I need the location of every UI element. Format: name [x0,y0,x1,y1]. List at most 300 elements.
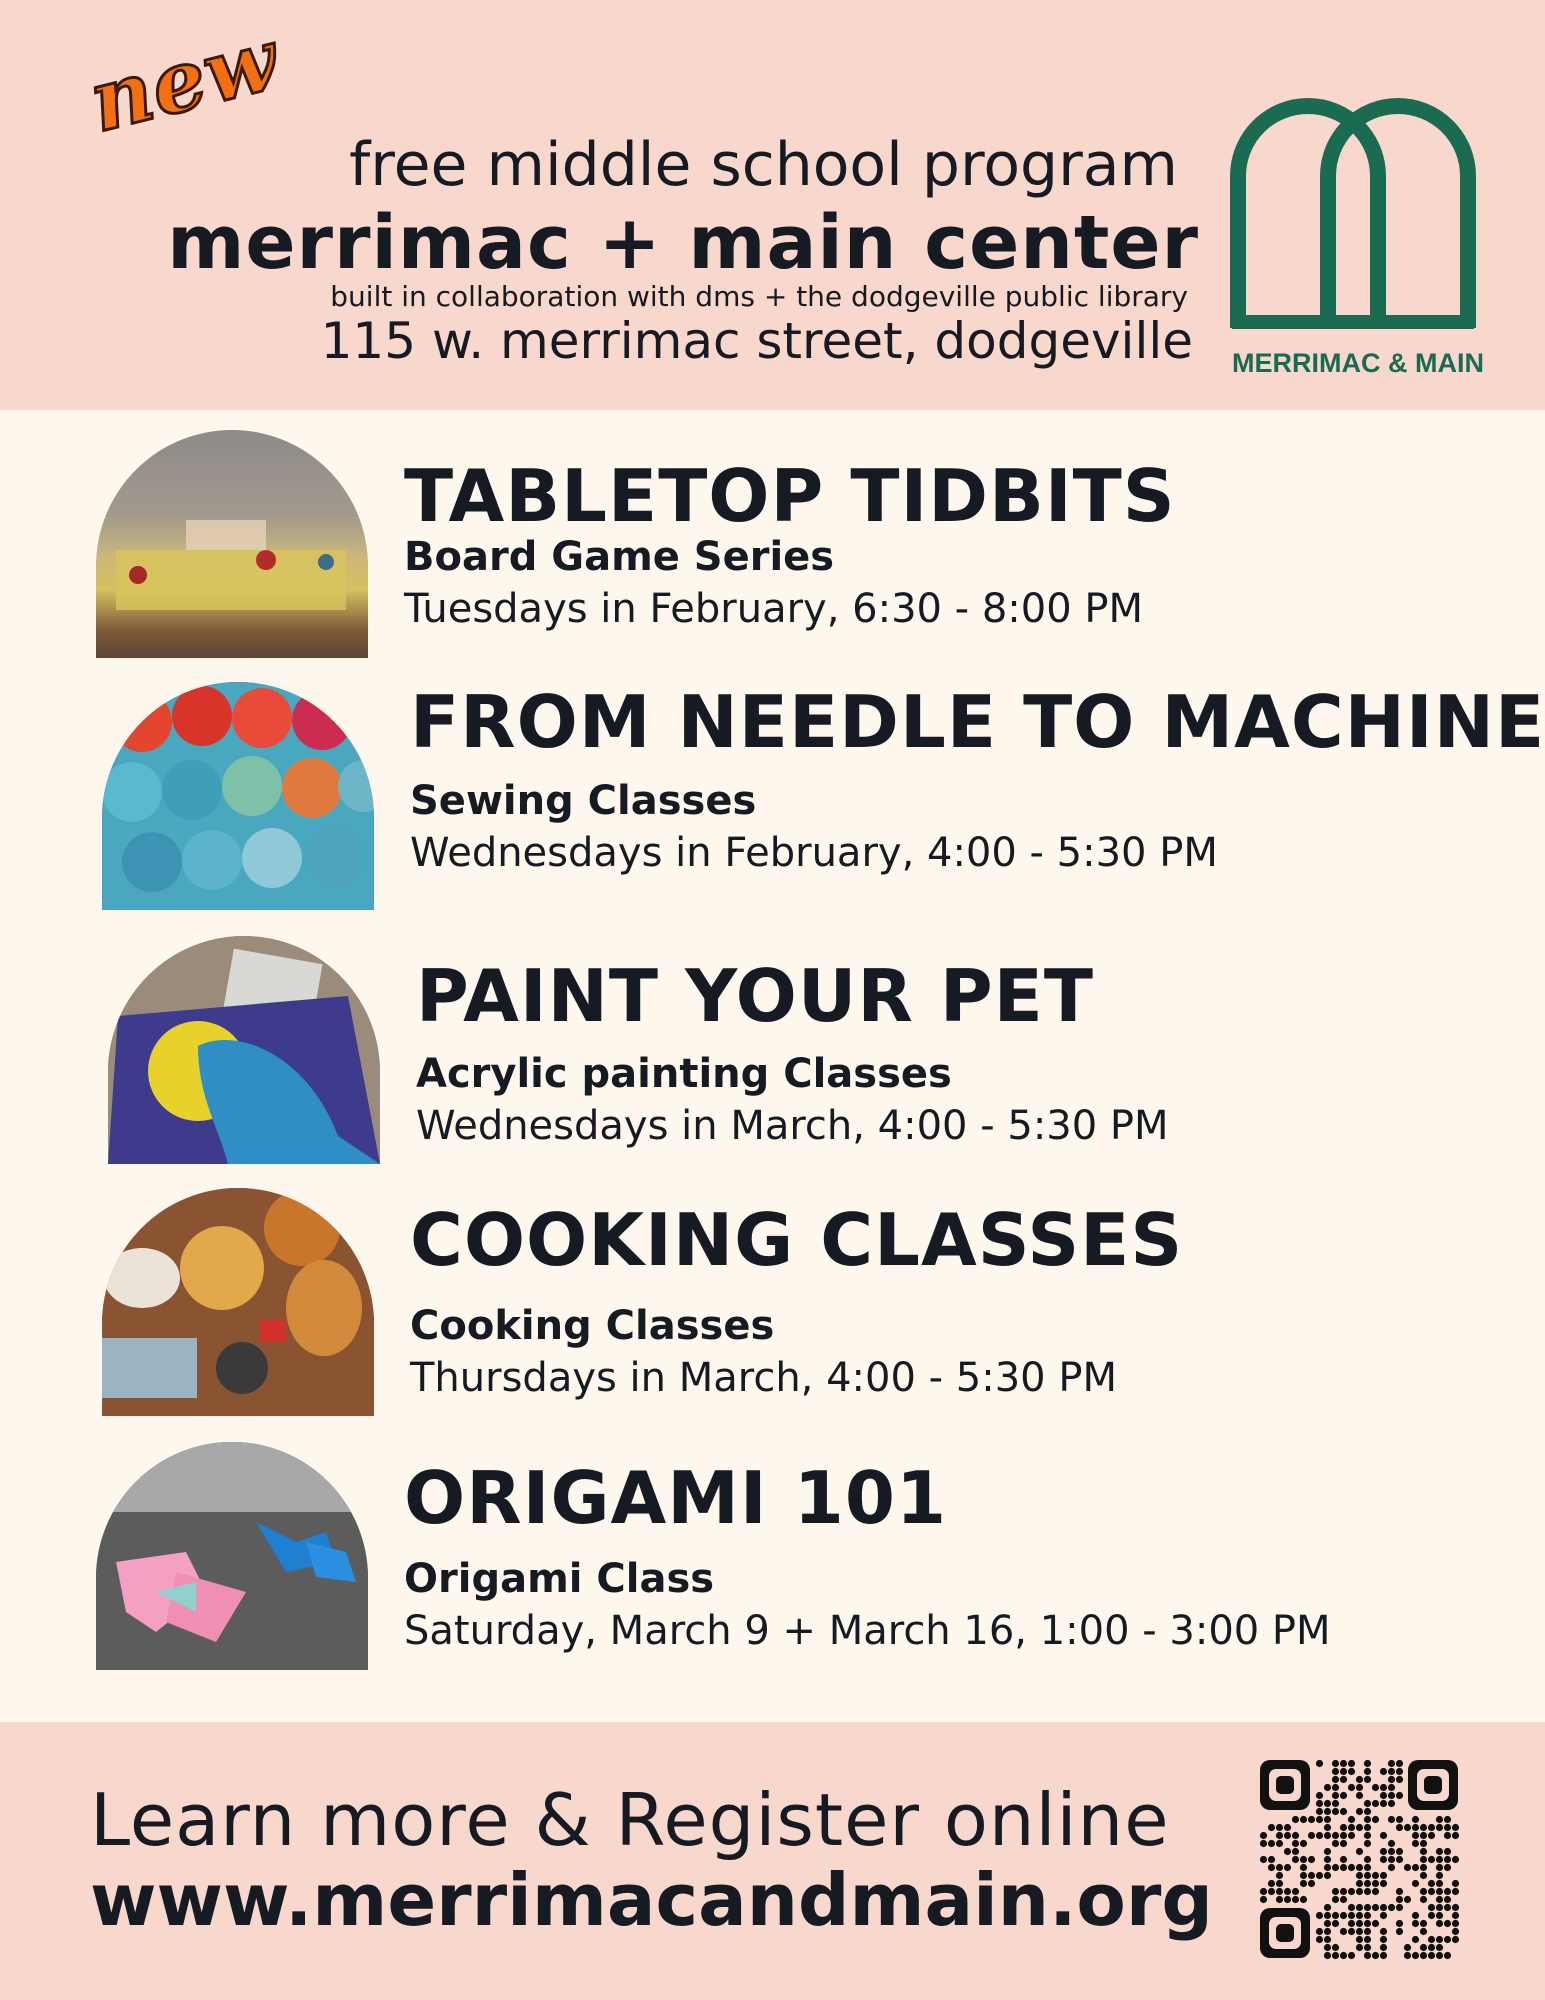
qr-module [1268,1840,1275,1847]
qr-module [1436,1848,1443,1855]
qr-module [1340,1912,1347,1919]
qr-module [1356,1888,1363,1895]
qr-module [1388,1760,1395,1767]
qr-module [1444,1864,1451,1871]
qr-module [1292,1888,1299,1895]
qr-module [1324,1856,1331,1863]
qr-module [1260,1832,1267,1839]
qr-module [1300,1840,1307,1847]
qr-module [1356,1792,1363,1799]
event-title: TABLETOP TIDBITS [404,454,1176,538]
qr-module [1364,1760,1371,1767]
qr-module [1348,1904,1355,1911]
qr-module [1300,1816,1307,1823]
qr-module [1364,1864,1371,1871]
qr-module [1324,1784,1331,1791]
qr-module [1452,1928,1459,1935]
qr-module [1260,1896,1267,1903]
qr-module [1372,1880,1379,1887]
qr-module [1276,1872,1283,1879]
qr-module [1292,1816,1299,1823]
qr-module [1268,1864,1275,1871]
qr-module [1356,1864,1363,1871]
qr-module [1308,1872,1315,1879]
qr-module [1364,1832,1371,1839]
qr-module [1300,1864,1307,1871]
event-schedule: Wednesdays in February, 4:00 - 5:30 PM [410,830,1218,876]
event-schedule: Thursdays in March, 4:00 - 5:30 PM [410,1355,1117,1401]
qr-module [1356,1936,1363,1943]
website-link[interactable]: www.merrimacandmain.org [90,1858,1213,1942]
qr-module [1396,1792,1403,1799]
qr-module [1412,1920,1419,1927]
qr-module [1380,1912,1387,1919]
qr-module [1332,1768,1339,1775]
program-subtitle: free middle school program [349,130,1178,200]
qr-module [1308,1816,1315,1823]
qr-module [1340,1808,1347,1815]
qr-module [1324,1928,1331,1935]
qr-module [1340,1896,1347,1903]
qr-module [1364,1824,1371,1831]
event-title: PAINT YOUR PET [416,954,1094,1038]
qr-module [1348,1824,1355,1831]
qr-module [1388,1864,1395,1871]
new-label: new [80,9,289,151]
qr-module [1324,1800,1331,1807]
qr-module [1300,1872,1307,1879]
event-title: FROM NEEDLE TO MACHINE [410,680,1545,764]
qr-module [1420,1944,1427,1951]
qr-module [1396,1904,1403,1911]
qr-module [1380,1936,1387,1943]
qr-module [1420,1952,1427,1959]
qr-module [1268,1888,1275,1895]
origami-photo [96,1442,368,1670]
qr-module [1364,1776,1371,1783]
qr-module [1284,1864,1291,1871]
qr-module [1356,1920,1363,1927]
event-schedule: Wednesdays in March, 4:00 - 5:30 PM [416,1103,1169,1149]
qr-module [1332,1832,1339,1839]
qr-module [1420,1888,1427,1895]
qr-module [1284,1888,1291,1895]
qr-module [1428,1880,1435,1887]
qr-module [1340,1840,1347,1847]
qr-module [1292,1848,1299,1855]
qr-module [1332,1944,1339,1951]
qr-module [1396,1920,1403,1927]
qr-module [1428,1856,1435,1863]
qr-module [1428,1936,1435,1943]
qr-module [1396,1776,1403,1783]
qr-module [1404,1824,1411,1831]
qr-module [1324,1952,1331,1959]
qr-module [1404,1944,1411,1951]
qr-module [1364,1840,1371,1847]
qr-module [1332,1800,1339,1807]
qr-module [1356,1848,1363,1855]
qr-module [1444,1856,1451,1863]
qr-module [1412,1936,1419,1943]
qr-module [1332,1808,1339,1815]
qr-module [1324,1872,1331,1879]
qr-module [1356,1944,1363,1951]
qr-module [1348,1952,1355,1959]
qr-module [1444,1904,1451,1911]
qr-module [1396,1848,1403,1855]
qr-module [1348,1928,1355,1935]
qr-module [1364,1872,1371,1879]
address: 115 w. merrimac street, dodgeville [320,312,1193,370]
qr-module [1316,1808,1323,1815]
qr-module [1444,1920,1451,1927]
qr-module [1364,1952,1371,1959]
qr-module [1436,1856,1443,1863]
qr-module [1276,1840,1283,1847]
qr-module [1436,1896,1443,1903]
qr-module [1324,1824,1331,1831]
qr-module [1364,1816,1371,1823]
qr-module [1428,1952,1435,1959]
qr-module [1332,1912,1339,1919]
qr-module [1268,1880,1275,1887]
qr-module [1444,1936,1451,1943]
qr-module [1372,1952,1379,1959]
qr-module [1340,1760,1347,1767]
qr-module [1292,1896,1299,1903]
center-title: merrimac + main center [167,200,1199,286]
qr-module [1396,1816,1403,1823]
qr-module [1348,1920,1355,1927]
qr-module [1364,1856,1371,1863]
qr-module [1380,1792,1387,1799]
qr-module [1452,1880,1459,1887]
qr-module [1276,1864,1283,1871]
qr-module [1324,1936,1331,1943]
qr-module [1300,1856,1307,1863]
qr-module [1412,1824,1419,1831]
qr-module [1372,1904,1379,1911]
qr-module [1292,1856,1299,1863]
qr-module [1404,1896,1411,1903]
qr-module [1436,1816,1443,1823]
qr-module [1324,1912,1331,1919]
qr-module [1340,1856,1347,1863]
qr-module [1340,1832,1347,1839]
qr-module [1364,1904,1371,1911]
qr-module [1348,1768,1355,1775]
qr-module [1436,1904,1443,1911]
qr-code-icon[interactable] [1256,1756,1462,1962]
qr-module [1324,1904,1331,1911]
qr-module [1396,1856,1403,1863]
qr-module [1364,1928,1371,1935]
qr-module [1356,1808,1363,1815]
qr-module [1436,1936,1443,1943]
qr-module [1452,1824,1459,1831]
logo-wordmark: MERRIMAC & MAIN [1232,348,1484,378]
qr-module [1324,1848,1331,1855]
event-title: COOKING CLASSES [410,1198,1184,1282]
qr-module [1260,1856,1267,1863]
qr-module [1420,1896,1427,1903]
qr-module [1436,1880,1443,1887]
qr-module [1284,1832,1291,1839]
qr-module [1260,1888,1267,1895]
qr-module [1436,1944,1443,1951]
qr-module [1388,1784,1395,1791]
qr-module [1276,1832,1283,1839]
qr-module [1428,1824,1435,1831]
qr-module [1348,1912,1355,1919]
qr-module [1308,1880,1315,1887]
qr-module [1420,1840,1427,1847]
event-title: ORIGAMI 101 [404,1456,948,1540]
qr-module [1324,1808,1331,1815]
qr-module [1388,1816,1395,1823]
qr-module [1364,1880,1371,1887]
qr-module [1412,1840,1419,1847]
qr-module [1412,1832,1419,1839]
qr-module [1308,1856,1315,1863]
qr-module [1332,1776,1339,1783]
qr-module [1348,1784,1355,1791]
qr-module [1388,1904,1395,1911]
qr-module [1332,1888,1339,1895]
qr-module [1380,1872,1387,1879]
qr-module [1340,1928,1347,1935]
qr-module [1292,1832,1299,1839]
qr-module [1284,1848,1291,1855]
qr-module [1276,1896,1283,1903]
qr-module [1428,1912,1435,1919]
qr-module [1396,1760,1403,1767]
qr-module [1428,1832,1435,1839]
qr-module [1364,1944,1371,1951]
qr-module [1396,1888,1403,1895]
qr-module [1436,1864,1443,1871]
qr-module [1428,1888,1435,1895]
qr-module [1340,1792,1347,1799]
qr-module [1372,1872,1379,1879]
qr-module [1404,1952,1411,1959]
qr-module [1436,1888,1443,1895]
qr-module [1452,1856,1459,1863]
qr-module [1436,1824,1443,1831]
qr-module [1316,1832,1323,1839]
qr-module [1388,1768,1395,1775]
qr-module [1436,1912,1443,1919]
qr-module [1284,1824,1291,1831]
qr-module [1348,1888,1355,1895]
qr-module [1324,1816,1331,1823]
qr-module [1316,1792,1323,1799]
qr-module [1420,1824,1427,1831]
qr-module [1420,1832,1427,1839]
qr-module [1444,1952,1451,1959]
qr-module [1444,1848,1451,1855]
qr-module [1420,1856,1427,1863]
qr-module [1364,1912,1371,1919]
qr-module [1260,1840,1267,1847]
qr-module [1380,1928,1387,1935]
qr-module [1380,1768,1387,1775]
qr-module [1420,1848,1427,1855]
qr-module [1420,1928,1427,1935]
qr-module [1356,1824,1363,1831]
qr-module [1404,1864,1411,1871]
qr-module [1340,1864,1347,1871]
qr-module [1412,1864,1419,1871]
qr-module [1340,1824,1347,1831]
qr-module [1316,1872,1323,1879]
qr-module [1396,1928,1403,1935]
qr-module [1332,1784,1339,1791]
qr-module [1340,1776,1347,1783]
qr-module [1396,1768,1403,1775]
qr-module [1276,1888,1283,1895]
event-subtitle: Cooking Classes [410,1303,775,1349]
qr-module [1412,1912,1419,1919]
qr-module [1372,1888,1379,1895]
qr-module [1444,1832,1451,1839]
qr-module [1364,1936,1371,1943]
collaboration-note: built in collaboration with dms + the dodgeville public library [330,280,1188,313]
event-subtitle: Acrylic painting Classes [416,1051,952,1097]
qr-module [1332,1920,1339,1927]
qr-module [1364,1808,1371,1815]
qr-module [1356,1904,1363,1911]
thread-spools-photo [102,682,374,910]
qr-module [1420,1872,1427,1879]
qr-module [1380,1944,1387,1951]
qr-module [1388,1840,1395,1847]
qr-module [1452,1904,1459,1911]
qr-module [1380,1856,1387,1863]
qr-module [1428,1904,1435,1911]
qr-module [1388,1776,1395,1783]
qr-module [1452,1912,1459,1919]
acrylic-painting-photo [108,936,380,1164]
qr-module [1396,1824,1403,1831]
qr-module [1300,1896,1307,1903]
qr-module [1284,1896,1291,1903]
qr-module [1348,1832,1355,1839]
qr-module [1316,1800,1323,1807]
qr-module [1436,1952,1443,1959]
qr-module [1420,1920,1427,1927]
qr-module [1356,1880,1363,1887]
qr-module [1324,1944,1331,1951]
qr-module [1332,1760,1339,1767]
qr-module [1348,1760,1355,1767]
qr-module [1380,1952,1387,1959]
qr-module [1276,1824,1283,1831]
qr-module [1372,1920,1379,1927]
qr-module [1380,1800,1387,1807]
qr-module [1388,1792,1395,1799]
qr-module [1388,1856,1395,1863]
qr-module [1372,1784,1379,1791]
event-schedule: Tuesdays in February, 6:30 - 8:00 PM [404,586,1144,632]
qr-module [1332,1792,1339,1799]
event-subtitle: Origami Class [404,1556,715,1602]
qr-module [1388,1800,1395,1807]
qr-module [1356,1928,1363,1935]
qr-module [1364,1768,1371,1775]
qr-module [1340,1768,1347,1775]
qr-module [1428,1944,1435,1951]
qr-module [1380,1880,1387,1887]
qr-module [1268,1824,1275,1831]
qr-module [1324,1920,1331,1927]
qr-module [1316,1760,1323,1767]
qr-module [1364,1920,1371,1927]
qr-module [1276,1880,1283,1887]
qr-module [1380,1832,1387,1839]
qr-module [1420,1864,1427,1871]
merrimac-main-logo-icon [1228,86,1478,336]
qr-module [1356,1784,1363,1791]
qr-module [1444,1896,1451,1903]
qr-module [1348,1864,1355,1871]
event-schedule: Saturday, March 9 + March 16, 1:00 - 3:00 PM [404,1608,1331,1654]
qr-module [1412,1952,1419,1959]
qr-module [1356,1776,1363,1783]
event-subtitle: Board Game Series [404,534,835,580]
qr-module [1452,1920,1459,1927]
qr-module [1364,1888,1371,1895]
register-cta: Learn more & Register online [90,1778,1170,1862]
board-game-photo [96,430,368,658]
qr-module [1316,1936,1323,1943]
qr-module [1324,1864,1331,1871]
qr-module [1372,1816,1379,1823]
qr-module [1364,1800,1371,1807]
qr-module [1444,1824,1451,1831]
qr-module [1324,1832,1331,1839]
qr-module [1340,1952,1347,1959]
qr-module [1356,1912,1363,1919]
qr-module [1396,1896,1403,1903]
qr-module [1412,1880,1419,1887]
qr-module [1412,1816,1419,1823]
qr-module [1332,1840,1339,1847]
qr-module [1300,1880,1307,1887]
qr-module [1348,1816,1355,1823]
qr-module [1292,1840,1299,1847]
qr-module [1452,1832,1459,1839]
qr-module [1316,1928,1323,1935]
qr-module [1268,1856,1275,1863]
qr-module [1436,1920,1443,1927]
qr-module [1444,1888,1451,1895]
qr-module [1332,1952,1339,1959]
qr-module [1380,1784,1387,1791]
qr-module [1316,1816,1323,1823]
qr-module [1380,1904,1387,1911]
qr-module [1332,1896,1339,1903]
qr-module [1308,1832,1315,1839]
baking-table-photo [102,1188,374,1416]
qr-module [1380,1848,1387,1855]
qr-module [1436,1872,1443,1879]
qr-module [1452,1888,1459,1895]
qr-module [1372,1800,1379,1807]
qr-module [1452,1936,1459,1943]
qr-module [1340,1888,1347,1895]
